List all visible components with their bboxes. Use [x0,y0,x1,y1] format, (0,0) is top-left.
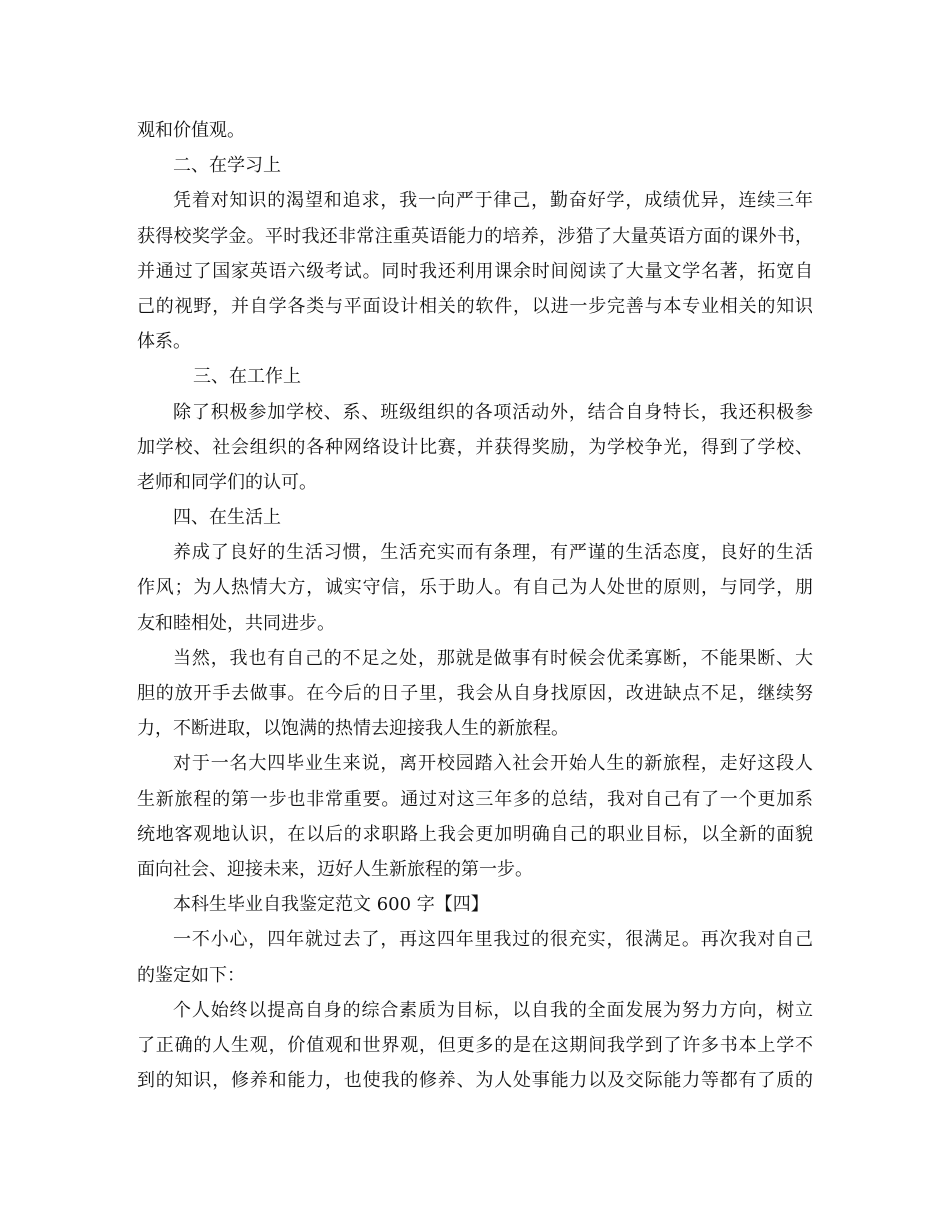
text-line: 加学校、社会组织的各种网络设计比赛，并获得奖励，为学校争光，得到了学校、 [137,436,813,458]
text-line: 力，不断进取，以饱满的热情去迎接我人生的新旅程。 [137,718,569,740]
text-line: 老师和同学们的认可。 [137,471,317,493]
text-line: 一不小心，四年就过去了，再这四年里我过的很充实，很满足。再次我对自己 [173,929,813,951]
section-heading-life: 四、在生活上 [173,507,281,529]
text-line: 并通过了国家英语六级考试。同时我还利用课余时间阅读了大量文学名著，拓宽自 [137,260,813,282]
text-line: 面向社会、迎接未来，迈好人生新旅程的第一步。 [137,858,533,880]
text-line: 己的视野，并自学各类与平面设计相关的软件，以进一步完善与本专业相关的知识 [137,295,813,317]
text-line: 生新旅程的第一步也非常重要。通过对这三年多的总结，我对自己有了一个更加系 [137,788,813,810]
text-line: 的鉴定如下： [137,964,245,986]
text-line: 获得校奖学金。平时我还非常注重英语能力的培养，涉猎了大量英语方面的课外书， [137,225,813,247]
text-line: 胆的放开手去做事。在今后的日子里，我会从自身找原因，改进缺点不足，继续努 [137,683,813,704]
article-title: 本科生毕业自我鉴定范文 600 字【四】 [173,894,489,916]
section-heading-study: 二、在学习上 [173,155,281,177]
text-line: 友和睦相处，共同进步。 [137,612,335,634]
section-heading-work: 三、在工作上 [193,366,301,388]
text-line: 了正确的人生观，价值观和世界观，但更多的是在这期间我学到了许多书本上学不 [137,1034,813,1056]
text-line: 到的知识，修养和能力，也使我的修养、为人处事能力以及交际能力等都有了质的 [137,1070,813,1092]
text-line: 个人始终以提高自身的综合素质为目标，以自我的全面发展为努力方向，树立 [173,999,813,1021]
text-line: 凭着对知识的渴望和追求，我一向严于律己，勤奋好学，成绩优异，连续三年 [173,190,813,212]
document-body [137,113,813,1098]
text-line: 作风；为人热情大方，诚实守信，乐于助人。有自己为人处世的原则，与同学，朋 [137,577,813,599]
text-line: 对于一名大四毕业生来说，离开校园踏入社会开始人生的新旅程，走好这段人 [173,753,813,775]
text-line: 当然，我也有自己的不足之处，那就是做事有时候会优柔寡断，不能果断、大 [173,647,813,669]
text-line: 观和价值观。 [137,120,245,141]
text-line: 体系。 [137,331,191,353]
text-line: 除了积极参加学校、系、班级组织的各项活动外，结合自身特长，我还积极参 [173,401,813,423]
text-line: 养成了良好的生活习惯，生活充实而有条理，有严谨的生活态度，良好的生活 [173,542,813,564]
text-line: 统地客观地认识，在以后的求职路上我会更加明确自己的职业目标，以全新的面貌 [137,823,813,845]
